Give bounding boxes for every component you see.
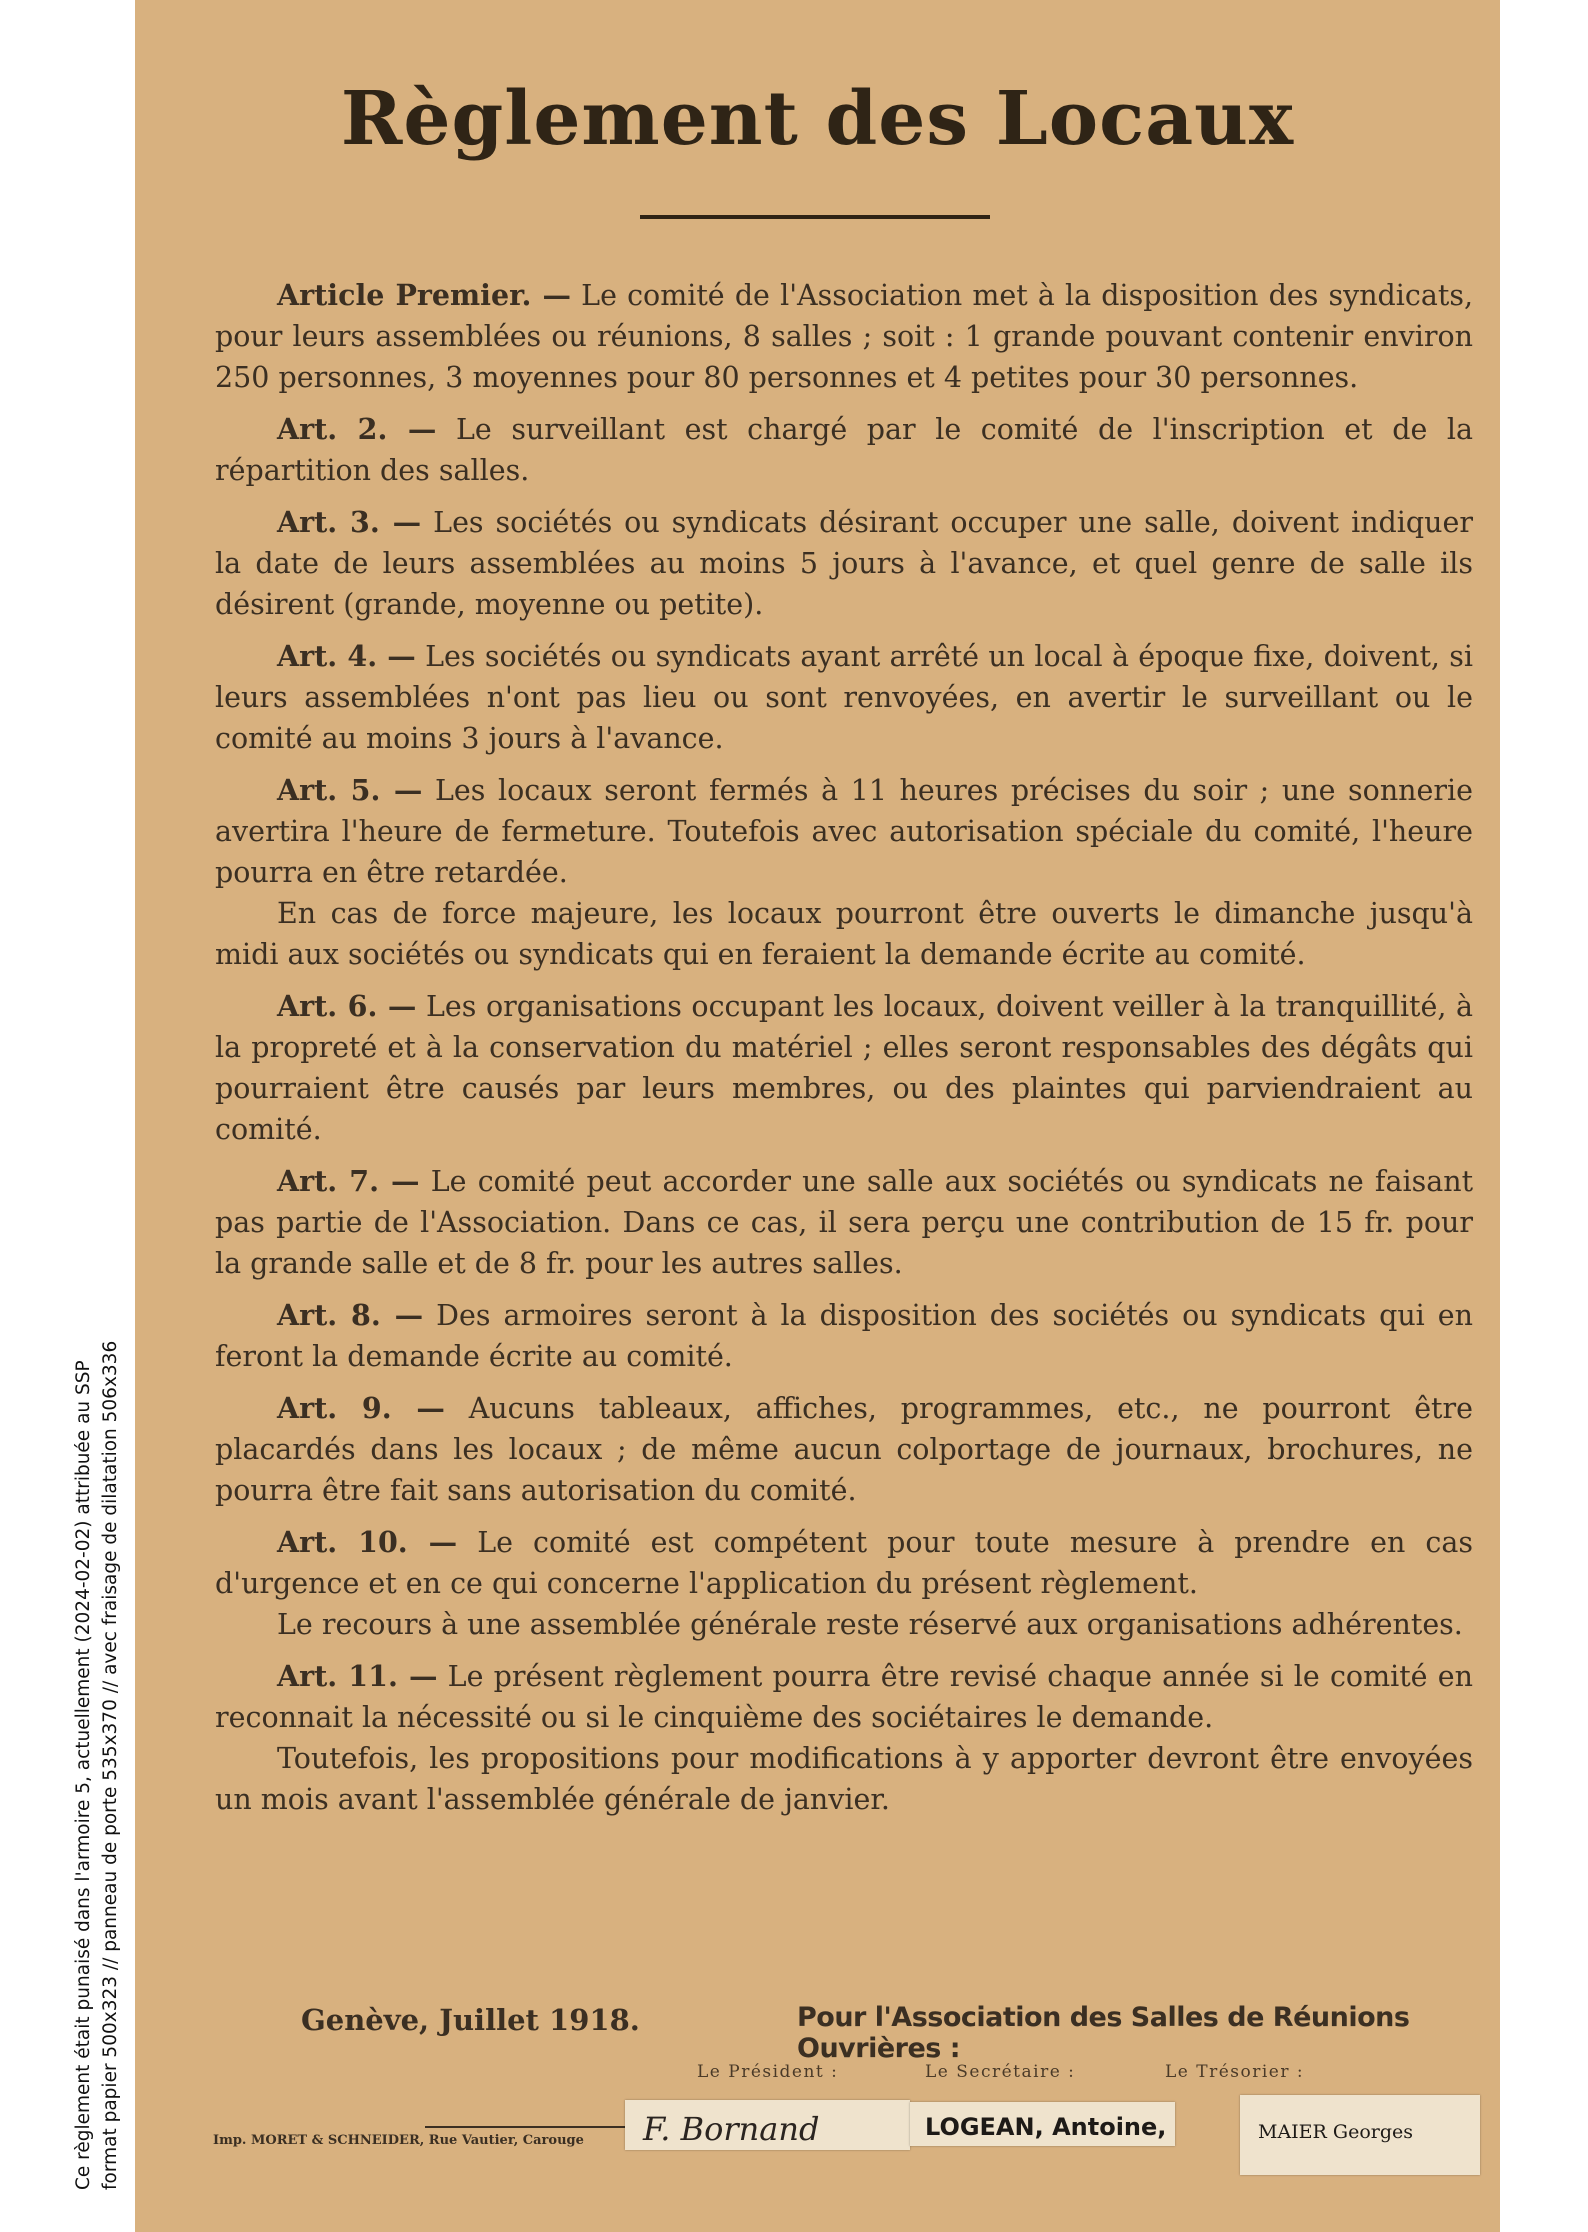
article-4 xyxy=(215,636,1473,759)
margin-note-line-2: format papier 500x323 // panneau de porte 535x370 // avec fraisage de dilatation 506x336 xyxy=(100,1340,121,2190)
treasurer-name: MAIER Georges xyxy=(1258,2121,1413,2143)
articles-body xyxy=(215,275,1473,1831)
article-label: Art. 5. — xyxy=(277,773,423,807)
article-text: Toutefois, les propositions pour modifications à y apporter devront être envoyées un mois avant l'assemblée générale de janvier. xyxy=(215,1742,1473,1816)
association-signoff: Pour l'Association des Salles de Réunions Ouvrières : xyxy=(797,2002,1410,2064)
president-signature: F. Bornand xyxy=(643,2110,820,2148)
secretary-name: LOGEAN, Antoine, xyxy=(925,2113,1167,2141)
article-1 xyxy=(215,275,1473,398)
article-9 xyxy=(215,1388,1473,1511)
article-6 xyxy=(215,986,1473,1150)
article-text: Aucuns tableaux, affiches, programmes, etc., ne pourront être placardés dans les locaux ; de même aucun colportage de journaux, brochures, ne pourra être fait sans autorisation du comité. xyxy=(215,1392,1474,1507)
article-11 xyxy=(215,1656,1473,1738)
article-text: Le comité est compétent pour toute mesure à prendre en cas d'urgence et en ce qui concerne l'application du présent règlement. xyxy=(215,1526,1474,1600)
article-10-continued xyxy=(215,1604,1473,1645)
article-text: En cas de force majeure, les locaux pourront être ouverts le dimanche jusqu'à midi aux sociétés ou syndicats qui en feraient la demande écrite au comité. xyxy=(215,897,1473,971)
margin-note xyxy=(70,1130,124,2190)
article-text: Les organisations occupant les locaux, doivent veiller à la tranquillité, à la propreté et à la conservation du matériel ; elles seront responsables des dégâts qui pourraient être causés par leurs membres, ou des plaintes qui parviendraient au comité. xyxy=(215,990,1474,1146)
role-president: Le Président : xyxy=(697,2062,839,2082)
article-text: Les sociétés ou syndicats ayant arrêté un local à époque fixe, doivent, si leurs assemblées n'ont pas lieu ou sont renvoyées, en avertir le surveillant ou le comité au moins 3 jours à l'avance. xyxy=(215,640,1474,755)
article-text: Le surveillant est chargé par le comité de l'inscription et de la répartition des salles. xyxy=(215,413,1473,487)
article-7 xyxy=(215,1161,1473,1284)
article-text: Les sociétés ou syndicats désirant occuper une salle, doivent indiquer la date de leurs assemblées au moins 5 jours à l'avance, et quel genre de salle ils désirent (grande, moyenne ou petite). xyxy=(215,506,1474,621)
article-3 xyxy=(215,502,1473,625)
article-text: Le comité peut accorder une salle aux sociétés ou syndicats ne faisant pas partie de l'Association. Dans ce cas, il sera perçu une contribution de 15 fr. pour la grande salle et de 8 fr. pour les autres salles. xyxy=(215,1165,1474,1280)
article-text: Des armoires seront à la disposition des sociétés ou syndicats qui en feront la demande écrite au comité. xyxy=(215,1299,1473,1373)
printer-imprint: Imp. MORET & SCHNEIDER, Rue Vautier, Carouge xyxy=(213,2133,584,2148)
article-label: Art. 7. — xyxy=(277,1164,420,1198)
role-treasurer: Le Trésorier : xyxy=(1165,2062,1305,2082)
article-11-continued xyxy=(215,1738,1473,1820)
article-text: Les locaux seront fermés à 11 heures précises du soir ; une sonnerie avertira l'heure de fermeture. Toutefois avec autorisation spéciale du comité, l'heure pourra en être retardée. xyxy=(215,774,1474,889)
page-title: Règlement des Locaux xyxy=(340,76,1295,162)
article-label: Article Premier. — xyxy=(277,278,571,312)
article-label: Art. 2. — xyxy=(277,412,437,446)
article-label: Art. 10. — xyxy=(277,1525,458,1559)
title-divider xyxy=(640,215,990,219)
article-5 xyxy=(215,770,1473,893)
margin-note-line-1: Ce règlement était punaisé dans l'armoire 5, actuellement (2024-02-02) attribuée au SSP xyxy=(73,1360,94,2190)
poster-sheet xyxy=(135,0,1500,2232)
article-8 xyxy=(215,1295,1473,1377)
article-text: Le recours à une assemblée générale reste réservé aux organisations adhérentes. xyxy=(277,1608,1463,1641)
article-label: Art. 11. — xyxy=(277,1659,438,1693)
article-10 xyxy=(215,1522,1473,1604)
article-label: Art. 4. — xyxy=(277,639,416,673)
article-label: Art. 3. — xyxy=(277,505,422,539)
issue-date: Genève, Juillet 1918. xyxy=(301,2003,640,2037)
role-secretary: Le Secrétaire : xyxy=(925,2062,1076,2082)
article-label: Art. 9. — xyxy=(277,1391,445,1425)
article-label: Art. 6. — xyxy=(277,989,417,1023)
article-text: Le présent règlement pourra être revisé chaque année si le comité en reconnait la nécessité ou si le cinquième des sociétaires le demande. xyxy=(215,1660,1473,1734)
article-5-continued xyxy=(215,893,1473,975)
article-label: Art. 8. — xyxy=(277,1298,424,1332)
article-text: Le comité de l'Association met à la disposition des syndicats, pour leurs assemblées ou réunions, 8 salles ; soit : 1 grande pouvant contenir environ 250 personnes, 3 moyennes pour 80 personnes et 4 petites pour 30 personnes. xyxy=(215,279,1473,394)
article-2 xyxy=(215,409,1473,491)
